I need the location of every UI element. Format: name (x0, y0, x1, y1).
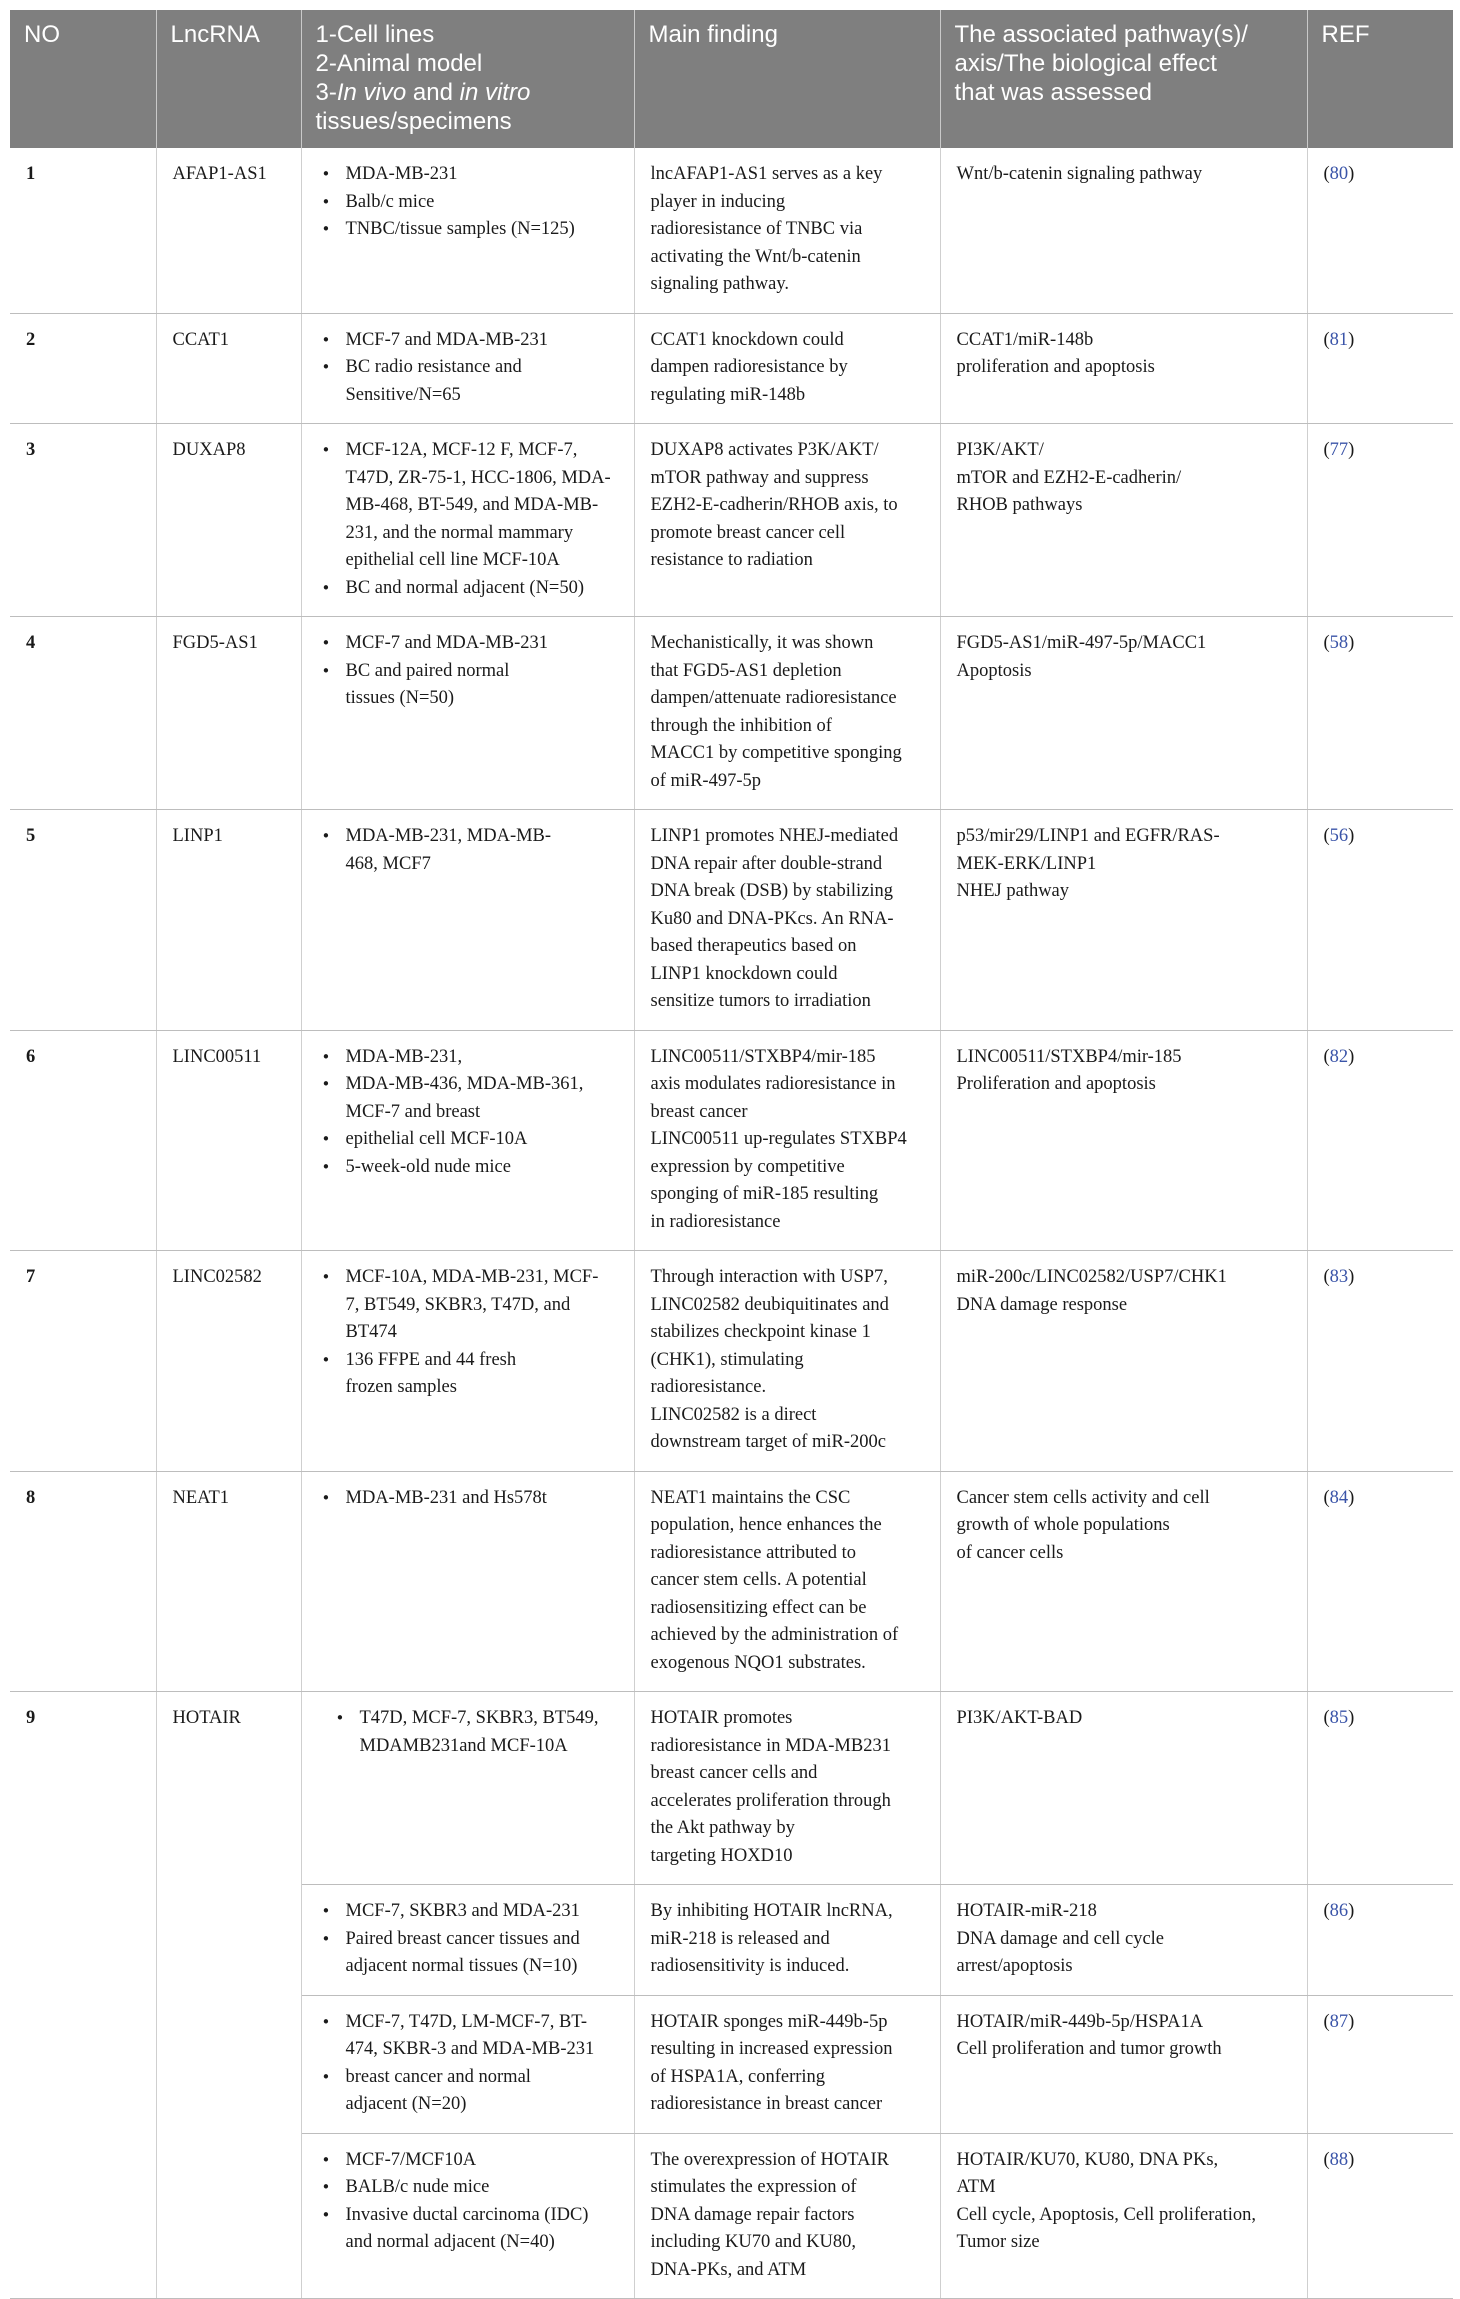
main-finding-line: (CHK1), stimulating (650, 1349, 804, 1370)
cell-lines-cell (301, 1471, 634, 1692)
pathway-line: Proliferation and apoptosis (956, 1074, 1156, 1094)
lncrna-name: NEAT1 (156, 1471, 301, 1692)
table-row (10, 424, 1453, 617)
header-pathway-line-1: The associated pathway(s)/ (954, 21, 1248, 48)
ref-cell (1307, 2133, 1453, 2299)
ref-paren-close: ) (1348, 329, 1355, 350)
cell-lines-item: • BC radio resistance and Sensitive/N=65 (318, 354, 618, 409)
cell-lines-item: • BC and normal adjacent (N=50) (318, 575, 618, 603)
header-finding: Main finding (634, 10, 940, 148)
ref-link[interactable]: 88 (1329, 2149, 1349, 2170)
cell-lines-item: • Paired breast cancer tissues and adjacent normal tissues (N=10) (318, 1926, 618, 1981)
header-cells-line-3-text: 3-In vivo and in vitro (315, 79, 531, 106)
lncrna-name: HOTAIR (156, 1692, 301, 2299)
ref-cell (1307, 1030, 1453, 1251)
pathway-line: FGD5-AS1/miR-497-5p/MACC1 (956, 633, 1207, 653)
main-finding (634, 1251, 940, 1472)
main-finding-line: breast cancer cells and (650, 1763, 818, 1783)
main-finding-line: HOTAIR promotes (650, 1708, 793, 1728)
pathway-line: RHOB pathways (956, 495, 1083, 515)
cell-lines-list (318, 1898, 618, 1981)
cell-lines-item: • MDA-MB-436, MDA-MB-361, MCF-7 and breast (318, 1071, 618, 1126)
pathway (940, 148, 1307, 313)
main-finding-line: radioresistance attributed to (650, 1542, 856, 1563)
row-number: 5 (10, 810, 156, 1031)
header-lncrna: LncRNA (156, 10, 301, 148)
main-finding-line: targeting HOXD10 (650, 1845, 793, 1866)
cell-lines-list (318, 1264, 618, 1402)
main-finding (634, 617, 940, 810)
main-finding-line: By inhibiting HOTAIR lncRNA, (650, 1901, 893, 1921)
ref-paren-open: ( (1323, 1267, 1330, 1287)
header-ref: REF (1307, 10, 1453, 148)
ref-link[interactable]: 83 (1329, 1267, 1349, 1287)
main-finding-line: miR-218 is released and (650, 1928, 830, 1949)
main-finding-line: downstream target of miR-200c (650, 1432, 886, 1452)
main-finding-line: LINC02582 deubiquitinates and (650, 1294, 889, 1315)
ref-paren-close: ) (1348, 1267, 1355, 1287)
cell-lines-list (318, 2009, 618, 2119)
cell-lines-cell (301, 1030, 634, 1251)
main-finding-line: the Akt pathway by (650, 1818, 795, 1838)
main-finding (634, 1995, 940, 2133)
lncrna-name: LINC00511 (156, 1030, 301, 1251)
main-finding-line: MACC1 by competitive sponging (650, 743, 902, 763)
main-finding-line: of HSPA1A, conferring (650, 2066, 826, 2087)
pathway-line: arrest/apoptosis (956, 1956, 1073, 1976)
main-finding-line: expression by competitive (650, 1156, 845, 1177)
cell-lines-item: • MDA-MB-231 and Hs578t (318, 1485, 618, 1513)
cell-lines-cell (301, 148, 634, 313)
lncrna-name: CCAT1 (156, 313, 301, 424)
main-finding-line: through the inhibition of (650, 715, 832, 736)
pathway (940, 424, 1307, 617)
ref-cell (1307, 313, 1453, 424)
cell-lines-list (318, 1044, 618, 1182)
pathway-line: proliferation and apoptosis (956, 357, 1155, 377)
header-row (10, 10, 1453, 148)
main-finding-line: stabilizes checkpoint kinase 1 (650, 1322, 871, 1342)
main-finding-line: LINC00511 up-regulates STXBP4 (650, 1129, 907, 1149)
ref-cell (1307, 148, 1453, 313)
table-row (10, 810, 1453, 1031)
ref-paren-open: ( (1323, 1901, 1330, 1921)
pathway (940, 1471, 1307, 1692)
main-finding-line: stimulates the expression of (650, 2177, 857, 2197)
ref-paren-close: ) (1348, 164, 1355, 184)
cell-lines-cell (301, 617, 634, 810)
cell-lines-list (318, 630, 618, 713)
ref-paren-open: ( (1323, 1487, 1330, 1508)
main-finding-line: promote breast cancer cell (650, 522, 846, 543)
main-finding (634, 1030, 940, 1251)
pathway-line: ATM (956, 2177, 996, 2197)
cell-lines-cell (301, 1692, 634, 1885)
lncrna-name: AFAP1-AS1 (156, 148, 301, 313)
main-finding-line: accelerates proliferation through (650, 1790, 891, 1811)
cell-lines-item: • Balb/c mice (318, 189, 618, 217)
main-finding-line: DNA damage repair factors (650, 2204, 855, 2225)
header-cells (301, 10, 634, 148)
table-container (10, 10, 1453, 2299)
main-finding-line: DNA repair after double-strand (650, 853, 883, 874)
main-finding-line: exogenous NQO1 substrates. (650, 1652, 866, 1673)
lncrna-name: LINP1 (156, 810, 301, 1031)
cell-lines-item: • MCF-7, T47D, LM-MCF-7, BT- 474, SKBR-3 and MDA-MB-231 (318, 2009, 618, 2064)
ref-link[interactable]: 84 (1329, 1487, 1349, 1508)
ref-cell (1307, 1995, 1453, 2133)
pathway-line: CCAT1/miR-148b (956, 329, 1094, 350)
main-finding-line: mTOR pathway and suppress (650, 467, 869, 488)
ref-paren-open: ( (1323, 164, 1330, 184)
lncrna-name: LINC02582 (156, 1251, 301, 1472)
ref-paren-open: ( (1323, 2149, 1330, 2170)
cell-lines-cell (301, 1885, 634, 1996)
ref-link[interactable]: 80 (1329, 164, 1349, 184)
table-row (10, 617, 1453, 810)
ref-cell (1307, 1692, 1453, 1885)
pathway-line: DNA damage response (956, 1294, 1128, 1315)
ref-link[interactable]: 87 (1329, 2011, 1349, 2032)
main-finding-line: signaling pathway. (650, 274, 790, 294)
pathway-line: Cell cycle, Apoptosis, Cell proliferation, (956, 2204, 1257, 2225)
main-finding-line: player in inducing (650, 191, 786, 212)
main-finding (634, 1885, 940, 1996)
cell-lines-item: • MCF-7 and MDA-MB-231 (318, 327, 618, 355)
main-finding-line: Mechanistically, it was shown (650, 633, 874, 653)
cell-lines-item: • BC and paired normal tissues (N=50) (318, 658, 618, 713)
row-number: 8 (10, 1471, 156, 1692)
pathway-line: miR-200c/LINC02582/USP7/CHK1 (956, 1267, 1227, 1287)
main-finding-line: lncAFAP1-AS1 serves as a key (650, 164, 883, 184)
ref-paren-open: ( (1323, 329, 1330, 350)
main-finding-line: NEAT1 maintains the CSC (650, 1487, 851, 1508)
ref-cell (1307, 424, 1453, 617)
main-finding-line: activating the Wnt/b-catenin (650, 246, 861, 267)
main-finding-line: DUXAP8 activates P3K/AKT/ (650, 440, 879, 460)
lncrna-name: FGD5-AS1 (156, 617, 301, 810)
main-finding-line: LINC00511/STXBP4/mir-185 (650, 1046, 876, 1067)
main-finding-line: radiosensitivity is induced. (650, 1956, 850, 1976)
pathway (940, 2133, 1307, 2299)
ref-link[interactable]: 58 (1329, 633, 1349, 653)
cell-lines-item: • BALB/c nude mice (318, 2174, 618, 2202)
cell-lines-list (318, 2147, 618, 2257)
ref-paren-close: ) (1348, 2149, 1355, 2170)
main-finding (634, 1692, 940, 1885)
header-pathway-line-3: that was assessed (954, 79, 1152, 106)
pathway-line: MEK-ERK/LINP1 (956, 853, 1097, 874)
main-finding-line: achieved by the administration of (650, 1625, 899, 1645)
pathway-line: PI3K/AKT-BAD (956, 1708, 1083, 1728)
main-finding (634, 810, 940, 1031)
cell-lines-item: • MDA-MB-231 (318, 161, 618, 189)
cell-lines-item: • MDA-MB-231, (318, 1044, 618, 1072)
cell-lines-item: • MCF-7, SKBR3 and MDA-231 (318, 1898, 618, 1926)
ref-paren-close: ) (1348, 1487, 1355, 1508)
row-number: 6 (10, 1030, 156, 1251)
pathway-line: HOTAIR-miR-218 (956, 1901, 1097, 1921)
ref-paren-open: ( (1323, 2011, 1330, 2032)
header-pathway (940, 10, 1307, 148)
main-finding-line: Ku80 and DNA-PKcs. An RNA- (650, 908, 894, 929)
cell-lines-list (318, 327, 618, 410)
cell-lines-item: • MCF-7/MCF10A (318, 2147, 618, 2175)
pathway (940, 1995, 1307, 2133)
cell-lines-cell (301, 1995, 634, 2133)
main-finding (634, 2133, 940, 2299)
main-finding (634, 148, 940, 313)
main-finding-line: dampen radioresistance by (650, 357, 848, 377)
main-finding-line: The overexpression of HOTAIR (650, 2149, 889, 2170)
lncrna-radioresistance-table (10, 10, 1453, 2299)
pathway-line: growth of whole populations (956, 1515, 1170, 1535)
main-finding-line: EZH2-E-cadherin/RHOB axis, to (650, 495, 898, 515)
header-cells-line-3 (316, 78, 620, 107)
cell-lines-item: • T47D, MCF-7, SKBR3, BT549, MDAMB231and MCF-10A (318, 1705, 618, 1760)
pathway (940, 1030, 1307, 1251)
ref-paren-close: ) (1348, 1046, 1355, 1067)
ref-paren-close: ) (1348, 2011, 1355, 2032)
pathway-line: Cancer stem cells activity and cell (956, 1487, 1210, 1508)
cell-lines-list (318, 437, 618, 602)
header-cells-line-1: 1-Cell lines (315, 21, 435, 48)
cell-lines-item: • epithelial cell MCF-10A (318, 1126, 618, 1154)
cell-lines-item: • TNBC/tissue samples (N=125) (318, 216, 618, 244)
pathway (940, 810, 1307, 1031)
ref-link[interactable]: 85 (1329, 1708, 1349, 1728)
pathway-line: p53/mir29/LINP1 and EGFR/RAS- (956, 826, 1220, 846)
pathway (940, 313, 1307, 424)
pathway (940, 1251, 1307, 1472)
table-header (10, 10, 1453, 148)
main-finding (634, 1471, 940, 1692)
pathway-line: Cell proliferation and tumor growth (956, 2039, 1222, 2059)
main-finding-line: based therapeutics based on (650, 936, 857, 956)
cell-lines-item: • Invasive ductal carcinoma (IDC) and normal adjacent (N=40) (318, 2202, 618, 2257)
main-finding-line: that FGD5-AS1 depletion (650, 660, 842, 681)
pathway-line: of cancer cells (956, 1542, 1064, 1563)
main-finding-line: of miR-497-5p (650, 770, 761, 791)
main-finding-line: HOTAIR sponges miR-449b-5p (650, 2011, 888, 2032)
pathway (940, 617, 1307, 810)
cell-lines-cell (301, 313, 634, 424)
pathway-line: HOTAIR/KU70, KU80, DNA PKs, (956, 2149, 1219, 2170)
row-number: 3 (10, 424, 156, 617)
cell-lines-list (318, 161, 618, 244)
cell-lines-item: • MDA-MB-231, MDA-MB- 468, MCF7 (318, 823, 618, 878)
ref-cell (1307, 810, 1453, 1031)
row-number: 7 (10, 1251, 156, 1472)
pathway-line: Tumor size (956, 2232, 1040, 2252)
cell-lines-item: • breast cancer and normal adjacent (N=20) (318, 2064, 618, 2119)
table-row (10, 313, 1453, 424)
pathway (940, 1885, 1307, 1996)
main-finding-line: sponging of miR-185 resulting (650, 1184, 879, 1204)
main-finding-line: Through interaction with USP7, (650, 1267, 888, 1287)
main-finding-line: LINP1 promotes NHEJ-mediated (650, 826, 899, 846)
cell-lines-list (318, 1705, 618, 1760)
pathway-line: DNA damage and cell cycle (956, 1928, 1165, 1949)
header-no: NO (10, 10, 156, 148)
main-finding-line: CCAT1 knockdown could (650, 329, 844, 350)
cell-lines-item: • MCF-10A, MDA-MB-231, MCF- 7, BT549, SKBR3, T47D, and BT474 (318, 1264, 618, 1347)
main-finding-line: cancer stem cells. A potential (650, 1570, 867, 1590)
cell-lines-list (318, 823, 618, 878)
ref-paren-open: ( (1323, 1708, 1330, 1728)
lncrna-name: DUXAP8 (156, 424, 301, 617)
cell-lines-item: • 136 FFPE and 44 fresh frozen samples (318, 1347, 618, 1402)
ref-link[interactable]: 77 (1329, 440, 1349, 460)
main-finding-line: resulting in increased expression (650, 2039, 893, 2059)
cell-lines-cell (301, 1251, 634, 1472)
row-number: 2 (10, 313, 156, 424)
ref-paren-open: ( (1323, 1046, 1330, 1067)
ref-cell (1307, 617, 1453, 810)
ref-cell (1307, 1251, 1453, 1472)
ref-paren-close: ) (1348, 1708, 1355, 1728)
ref-link[interactable]: 82 (1329, 1046, 1349, 1067)
pathway-line: mTOR and EZH2-E-cadherin/ (956, 467, 1182, 488)
table-row (10, 1692, 1453, 1885)
main-finding-line: breast cancer (650, 1101, 748, 1122)
table-body (10, 148, 1453, 2299)
cell-lines-list (318, 1485, 618, 1513)
cell-lines-item: • MCF-7 and MDA-MB-231 (318, 630, 618, 658)
row-number: 4 (10, 617, 156, 810)
cell-lines-item: • MCF-12A, MCF-12 F, MCF-7, T47D, ZR-75-1, HCC-1806, MDA- MB-468, BT-549, and MDA-MB- 231, and the normal mammary epithelial cell line MCF-10A (318, 437, 618, 575)
cell-lines-cell (301, 2133, 634, 2299)
ref-paren-open: ( (1323, 633, 1330, 653)
main-finding-line: regulating miR-148b (650, 384, 806, 405)
main-finding-line: including KU70 and KU80, (650, 2232, 857, 2252)
main-finding-line: DNA break (DSB) by stabilizing (650, 881, 894, 901)
main-finding-line: sensitize tumors to irradiation (650, 991, 871, 1011)
main-finding (634, 424, 940, 617)
table-row (10, 148, 1453, 313)
ref-paren-close: ) (1348, 633, 1355, 653)
pathway-line: LINC00511/STXBP4/mir-185 (956, 1046, 1182, 1067)
main-finding-line: radioresistance. (650, 1377, 767, 1397)
main-finding-line: radioresistance in breast cancer (650, 2094, 883, 2114)
header-pathway-line-2: axis/The biological effect (954, 50, 1217, 77)
pathway-line: NHEJ pathway (956, 881, 1070, 901)
cell-lines-cell (301, 424, 634, 617)
main-finding (634, 313, 940, 424)
ref-cell (1307, 1471, 1453, 1692)
main-finding-line: radiosensitizing effect can be (650, 1597, 867, 1618)
ref-link[interactable]: 56 (1329, 826, 1349, 846)
main-finding-line: DNA-PKs, and ATM (650, 2259, 807, 2280)
main-finding-line: population, hence enhances the (650, 1515, 882, 1535)
cell-lines-item: • 5-week-old nude mice (318, 1154, 618, 1182)
ref-paren-open: ( (1323, 440, 1330, 460)
table-row (10, 1251, 1453, 1472)
main-finding-line: radioresistance in MDA-MB231 (650, 1735, 891, 1756)
ref-link[interactable]: 81 (1329, 329, 1349, 350)
main-finding-line: resistance to radiation (650, 550, 813, 570)
pathway-line: HOTAIR/miR-449b-5p/HSPA1A (956, 2011, 1204, 2032)
cell-lines-cell (301, 810, 634, 1031)
main-finding-line: in radioresistance (650, 1211, 781, 1232)
table-row (10, 1471, 1453, 1692)
header-cells-line-2: 2-Animal model (315, 50, 483, 77)
ref-paren-open: ( (1323, 826, 1330, 846)
ref-cell (1307, 1885, 1453, 1996)
ref-paren-close: ) (1348, 826, 1355, 846)
pathway-line: Wnt/b-catenin signaling pathway (956, 164, 1203, 184)
main-finding-line: dampen/attenuate radioresistance (650, 688, 897, 708)
pathway-line: Apoptosis (956, 660, 1032, 681)
header-cells-line-4: tissues/specimens (315, 108, 512, 135)
row-number: 9 (10, 1692, 156, 2299)
table-row (10, 1030, 1453, 1251)
main-finding-line: radioresistance of TNBC via (650, 219, 863, 239)
ref-paren-close: ) (1348, 440, 1355, 460)
ref-paren-close: ) (1348, 1901, 1355, 1921)
main-finding-line: LINP1 knockdown could (650, 963, 838, 984)
main-finding-line: LINC02582 is a direct (650, 1404, 817, 1425)
main-finding-line: axis modulates radioresistance in (650, 1074, 896, 1094)
ref-link[interactable]: 86 (1329, 1901, 1349, 1921)
row-number: 1 (10, 148, 156, 313)
pathway (940, 1692, 1307, 1885)
pathway-line: PI3K/AKT/ (956, 440, 1044, 460)
